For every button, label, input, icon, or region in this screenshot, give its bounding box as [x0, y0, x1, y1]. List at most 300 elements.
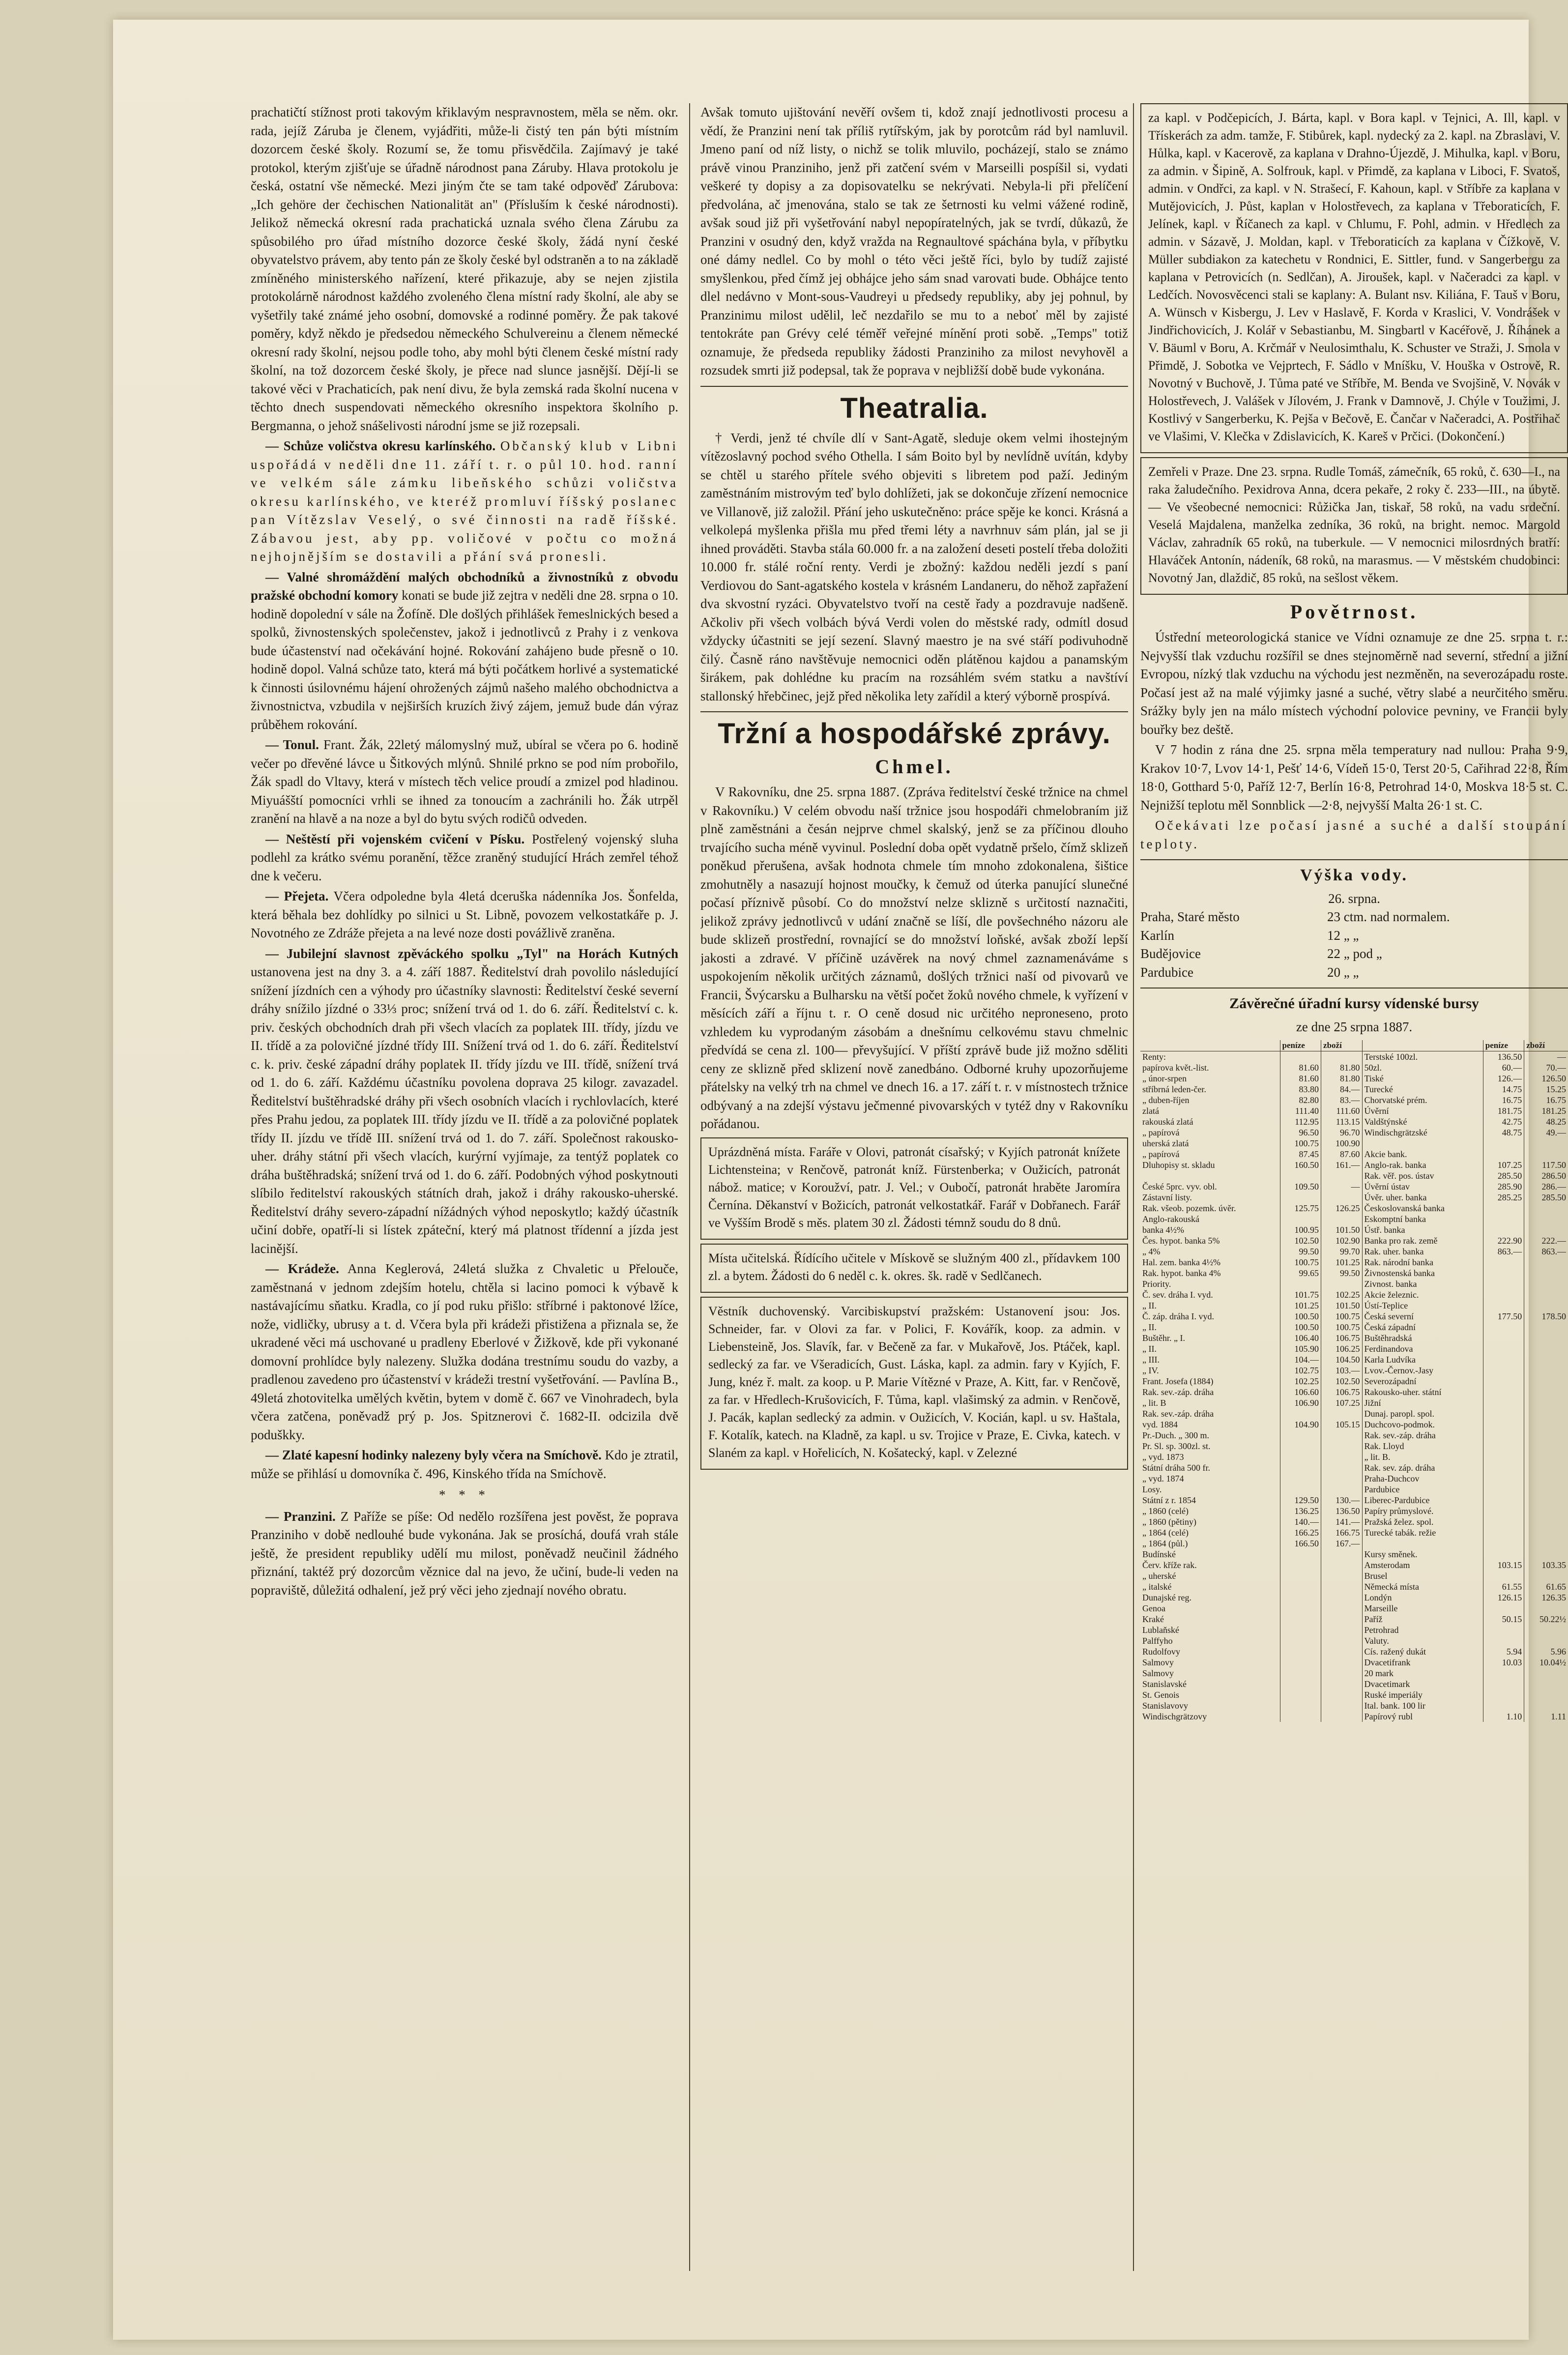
- table-row: [1140, 1689, 1568, 1700]
- table-cell: Ital. bank. 100 lir: [1362, 1700, 1483, 1711]
- table-cell: 100.50: [1280, 1322, 1321, 1333]
- table-cell: [1524, 1462, 1568, 1473]
- table-cell: Anglo-rak. banka: [1362, 1160, 1483, 1170]
- table-cell: Severozápadní: [1362, 1376, 1483, 1387]
- section-title-theatralia: Theatralia.: [840, 392, 988, 424]
- divider: [700, 386, 1128, 387]
- table-cell: [1321, 1452, 1363, 1462]
- table-cell: Anglo-rakouská: [1142, 1214, 1199, 1224]
- table-cell: 102.50: [1321, 1376, 1363, 1387]
- table-row: [1140, 1419, 1568, 1430]
- heading-prejeta: — Přejeta.: [265, 889, 329, 903]
- table-row: [1140, 1592, 1568, 1603]
- table-cell: 10.03: [1483, 1657, 1524, 1668]
- table-cell: [1483, 1679, 1524, 1689]
- table-cell: Terstské 100zl.: [1362, 1051, 1483, 1063]
- table-cell: [1280, 1679, 1321, 1689]
- table-cell: 81.80: [1321, 1062, 1363, 1073]
- heading-valne: — Valné shromáždění malých obchodníků a živnostníků z obvodu pražské obchodní komory: [251, 569, 678, 603]
- table-cell: [1280, 1279, 1321, 1289]
- table-cell: [1483, 1224, 1524, 1235]
- table-row: [1140, 1333, 1568, 1343]
- col-head-name-2: [1362, 1040, 1483, 1051]
- deaths-box: [1140, 457, 1568, 595]
- table-row: [1140, 1062, 1568, 1073]
- table-cell: [1280, 1430, 1321, 1441]
- table-cell: [1524, 1322, 1568, 1333]
- table-cell: [1483, 1516, 1524, 1527]
- table-cell: [1524, 1603, 1568, 1614]
- table-cell: 285.25: [1483, 1192, 1524, 1203]
- table-cell: [1280, 1603, 1321, 1614]
- table-cell: [1321, 1484, 1363, 1495]
- table-cell: Česká západní: [1362, 1322, 1483, 1333]
- table-cell: [1321, 1657, 1363, 1668]
- table-cell: 222.—: [1524, 1235, 1568, 1246]
- table-cell: „ únor-srpen: [1142, 1074, 1187, 1083]
- table-cell: [1524, 1397, 1568, 1408]
- table-row: [1140, 1343, 1568, 1354]
- table-cell: 126.25: [1321, 1203, 1363, 1214]
- vacancies-text: Uprázdněná místa. Faráře v Olovi, patronát císařský; v Kyjích patronát knížete Lichtensteina; v Renčově, patronát kníž. Fürstenberka; v Oužicích, patronát nábož. matice; v Koroužví, patr. J. Vel.; v Oubočí, patronát hraběte Jaromíra Černína. Děkanství v Božicích, patronát velkostatkář. Farář v Dobřanech. Farář ve Vyšším Brodě s měs. platem 30 zl. Žádosti témnž soudu do 8 dnů.: [708, 1144, 1120, 1230]
- clergy-news-text: Věstník duchovenský. Varcibiskupství pražském: Ustanovení jsou: Jos. Schneider, far. v Olovi za far. v Polici, F. Kovářík, koop. za admin. v Liebensteině, Jos. Slavík, far. v Bečeně za far. v Mukařově, Jos. Ptáček, kapl. sedlecký za far. ve Všeradicích, Gust. Láska, kapl. za admin. fary v Kyjích, F. Jung, knéz ř. malt. za koop. u P. Marie Vítězné v Praze, A. Kitt, far. v Renčově, za far. v Hředlech-Krušovicích, F. Tůma, kapl. vlašimský za admin. v Renčově, J. Pacák, kaplan sedlecký za admin. v Oužicích, V. Kocián, kapl. u sv. Haštala, F. Kotalík, katech. na Kladně, za kapl. u sv. Trojice v Praze, E. Civka, katech. v Slaném za kapl. v Hořelicích, N. Košatecký, kapl. v Zelezné: [708, 1304, 1120, 1460]
- heading-tonul: — Tonul.: [265, 737, 319, 752]
- table-cell: 1.11: [1524, 1711, 1568, 1722]
- table-cell: [1321, 1614, 1363, 1625]
- table-cell: [1321, 1592, 1363, 1603]
- table-cell: [1321, 1549, 1363, 1560]
- table-cell: [1280, 1592, 1321, 1603]
- table-cell: [1524, 1549, 1568, 1560]
- table-cell: [1524, 1268, 1568, 1279]
- table-cell: 100.75: [1321, 1322, 1363, 1333]
- table-row: [1140, 1581, 1568, 1592]
- table-cell: 105.90: [1280, 1343, 1321, 1354]
- table-cell: Dvacetifrank: [1362, 1657, 1483, 1668]
- table-cell: [1524, 1625, 1568, 1635]
- table-cell: [1524, 1679, 1568, 1689]
- table-cell: [1483, 1506, 1524, 1516]
- weather-text-1: Ústřední meteorologická stanice ve Vídni oznamuje ze dne 25. srpna t. r.: Nejvyšší tlak vzduchu rozšířil se dnes stejnoměrně nad severní, střední a jižní Evropou, nízký tlak vzduchu na východu jest nezměněn, na severozápadu roste. Počasí jest až na malé výjimky jasné a suché, větry slabé a neurčitého směru. Srážky byly jen na málo místech východní polovice pevniny, ve Francii byly bouřky bez deště.: [1140, 630, 1568, 737]
- table-cell: Rak. hypot. banka 4%: [1142, 1268, 1221, 1278]
- table-cell: 48.25: [1524, 1116, 1568, 1127]
- table-row: [1140, 1149, 1568, 1160]
- table-cell: Živnostenská banka: [1362, 1268, 1483, 1279]
- table-cell: „ II.: [1142, 1344, 1157, 1354]
- table-cell: 107.25: [1321, 1397, 1363, 1408]
- table-row: [1140, 1484, 1568, 1495]
- table-cell: [1524, 1279, 1568, 1289]
- table-cell: [1483, 1700, 1524, 1711]
- table-cell: [1321, 1279, 1363, 1289]
- table-cell: 84.—: [1321, 1084, 1363, 1095]
- table-row: [1140, 1441, 1568, 1452]
- table-cell: „ duben-říjen: [1142, 1095, 1190, 1105]
- table-row: [1140, 1181, 1568, 1192]
- column-rule-1: [689, 103, 690, 2271]
- table-cell: 102.50: [1280, 1235, 1321, 1246]
- table-cell: [1280, 1484, 1321, 1495]
- table-cell: „ papírová: [1142, 1128, 1180, 1137]
- table-cell: [1483, 1452, 1524, 1462]
- heading-schuze: — Schůze voličstva okresu karlínského.: [265, 438, 496, 453]
- table-row: [1140, 1160, 1568, 1170]
- table-cell: 16.75: [1524, 1095, 1568, 1105]
- table-cell: 102.75: [1280, 1365, 1321, 1376]
- table-cell: Turecké tabák. režie: [1362, 1527, 1483, 1538]
- table-cell: „ III.: [1142, 1355, 1160, 1365]
- table-row: [1140, 1354, 1568, 1365]
- table-cell: 48.75: [1483, 1127, 1524, 1138]
- table-row: [1140, 1127, 1568, 1138]
- table-cell: 87.60: [1321, 1149, 1363, 1160]
- table-cell: [1524, 1138, 1568, 1149]
- table-cell: 100.90: [1321, 1138, 1363, 1149]
- table-cell: 103.—: [1321, 1365, 1363, 1376]
- table-cell: Losy.: [1142, 1484, 1162, 1494]
- table-row: [1140, 1711, 1568, 1722]
- water-date: 26. srpna.: [1328, 891, 1380, 906]
- table-cell: [1524, 1257, 1568, 1268]
- table-cell: [1321, 1430, 1363, 1441]
- section-title-weather: Povětrnost.: [1290, 601, 1419, 623]
- table-cell: [1524, 1376, 1568, 1387]
- water-value: 20 „ „: [1327, 964, 1359, 980]
- table-cell: „ lit. B.: [1362, 1452, 1483, 1462]
- table-cell: [1280, 1452, 1321, 1462]
- article-hops: V Rakovníku, dne 25. srpna 1887. (Zpráva ředitelství české tržnice na chmel v Rakovníku.) V celém obvodu naší tržnice jsou hospodáři chmelobraním již plně zaměstnáni a česán nejprve chmel skalský, jenž se za příčinou dlouho trvajícího sucha méně vyvinul. Poslední doba opět vydatně pršelo, čímž sklizeň poněkud přerušena, avšak hodnota chmele tím mnoho zdokonalena, šištice zmohutněly a nasazují hojnost moučky, k čemuž od úterka panující slunečné počasí příznivě působí. Co do množství nelze sklizně s určitostí naznačiti, jelikož zprávy jednotlivců v udání značně se líší, dle povšechného názoru ale bude sklizeň prostřední, rovnající se do množství loňské, avšak zboží lepší jakosti a zdravé. V příčině uzávěrek na nový chmel zaznamenáváme s uspokojením několik určitých záznamů, došlých tržnici naší od pivovarů ve Francii, Švýcarsku a Bulharsku na větší počet žoků nového chmele, k vyřízení v měsících září a říjnu t. r. O ceně dosud nic určitého neproneseno, proto vzhledem ku vyprodaným zásobám a dnešnímu celkovému stavu chmelnic předvídá se cena zl. 100— převyšující. V příští zprávě bude již možno sděliti ceny ze sklizně před sklizení nově zanedbáno. Odborné kruhy upozorňujeme přátelsky na velký trh na chmel ve dnech 16. a 17. září t. r. v místnostech tržnice odbývaný a na zdejší výstavu ječmenné pivovarských v tytéž dny v Rakovníku pořádanou.: [700, 785, 1128, 1131]
- table-cell: Rak. sev.-záp. dráha: [1142, 1409, 1214, 1419]
- bourse-table: [1140, 1040, 1568, 1722]
- table-cell: [1524, 1149, 1568, 1160]
- table-cell: Rak. národní banka: [1362, 1257, 1483, 1268]
- table-cell: Valuty.: [1362, 1635, 1483, 1646]
- teacher-posts-text: Místa učitelská. Řídícího učitele v Mískově se služným 400 zl., přídavkem 100 zl. a bytem. Žádosti do 6 neděl c. k. okres. šk. radě v Sedlčanech.: [708, 1250, 1120, 1283]
- table-cell: Palffyho: [1142, 1636, 1173, 1646]
- table-row: [1140, 1560, 1568, 1570]
- table-cell: Čes. hypot. banka 5%: [1142, 1236, 1220, 1246]
- table-cell: 177.50: [1483, 1311, 1524, 1322]
- subsection-title-hops: Chmel.: [875, 756, 954, 778]
- table-cell: 141.—: [1321, 1516, 1363, 1527]
- table-cell: Úvěrní: [1362, 1105, 1483, 1116]
- table-row: [1140, 1300, 1568, 1311]
- table-cell: 136.25: [1280, 1506, 1321, 1516]
- table-cell: 863.—: [1483, 1246, 1524, 1257]
- table-row: [1140, 1138, 1568, 1149]
- table-cell: [1483, 1333, 1524, 1343]
- table-cell: [1280, 1570, 1321, 1581]
- table-cell: [1483, 1322, 1524, 1333]
- table-cell: Priority.: [1142, 1279, 1171, 1289]
- table-cell: „ II.: [1142, 1322, 1157, 1332]
- table-cell: „ 1864 (celé): [1142, 1528, 1189, 1538]
- section-title-water: Výška vody.: [1300, 866, 1408, 884]
- article-nestesti: Postřelený vojenský sluha podlehl za krátko svému poranění, těžce zraněný studující Hrách zemřel téhož dne k večeru.: [251, 831, 678, 883]
- table-cell: Zivnost. banka: [1362, 1279, 1483, 1289]
- table-cell: [1524, 1203, 1568, 1214]
- table-row: [1140, 1051, 1568, 1063]
- table-cell: [1483, 1408, 1524, 1419]
- table-cell: 130.—: [1321, 1495, 1363, 1506]
- table-row: [1140, 1408, 1568, 1419]
- table-cell: Jižní: [1362, 1397, 1483, 1408]
- table-cell: [1483, 1603, 1524, 1614]
- table-cell: Dvacetimark: [1362, 1679, 1483, 1689]
- table-cell: [1321, 1711, 1363, 1722]
- column-3: [1140, 103, 1568, 2271]
- table-cell: [1524, 1343, 1568, 1354]
- table-cell: 106.75: [1321, 1387, 1363, 1397]
- table-cell: [1483, 1538, 1524, 1549]
- table-cell: 20 mark: [1362, 1668, 1483, 1679]
- table-cell: „ 4%: [1142, 1247, 1161, 1256]
- table-cell: „ italské: [1142, 1582, 1172, 1592]
- table-cell: [1524, 1484, 1568, 1495]
- table-cell: Českoslovanská banka: [1362, 1203, 1483, 1214]
- table-cell: [1280, 1646, 1321, 1657]
- table-cell: 14.75: [1483, 1084, 1524, 1095]
- table-cell: Budínské: [1142, 1549, 1176, 1559]
- column-rule-2: [1133, 103, 1134, 2271]
- table-cell: 10.04½: [1524, 1657, 1568, 1668]
- table-cell: [1280, 1711, 1321, 1722]
- table-cell: 50zl.: [1362, 1062, 1483, 1073]
- table-cell: [1483, 1268, 1524, 1279]
- table-cell: Kraké: [1142, 1614, 1164, 1624]
- table-cell: 100.50: [1280, 1311, 1321, 1322]
- table-row: [1140, 1452, 1568, 1462]
- article-prejeta: Včera odpoledne byla 4letá dceruška nádenníka Jos. Šonfelda, která běhala bez dohlídky po silnici u St. Libně, povozem velkostatkáře p. J. Novotného ze Zdráže přejeta a na levé noze dosti povážlivě zraněna.: [251, 889, 678, 940]
- table-cell: [1524, 1430, 1568, 1441]
- table-cell: [1280, 1051, 1321, 1063]
- table-cell: Státní dráha 500 fr.: [1142, 1463, 1210, 1473]
- table-cell: 107.25: [1483, 1160, 1524, 1170]
- weather-forecast: Očekávati lze počasí jasné a suché a další stoupání teploty.: [1140, 818, 1568, 851]
- table-cell: Č. sev. dráha I. vyd.: [1142, 1290, 1213, 1300]
- table-cell: [1483, 1570, 1524, 1581]
- table-cell: Pr. Sl. sp. 300zl. st.: [1142, 1441, 1211, 1451]
- table-cell: Turecké: [1362, 1084, 1483, 1095]
- table-cell: Lublaňské: [1142, 1625, 1179, 1635]
- table-cell: 167.—: [1321, 1538, 1363, 1549]
- table-cell: „ 1860 (celé): [1142, 1506, 1189, 1516]
- table-cell: 5.94: [1483, 1646, 1524, 1657]
- table-cell: [1321, 1441, 1363, 1452]
- table-cell: Duchcovo-podmok.: [1362, 1419, 1483, 1430]
- table-cell: [1524, 1473, 1568, 1484]
- table-cell: [1280, 1560, 1321, 1570]
- table-cell: vyd. 1884: [1142, 1420, 1178, 1429]
- table-cell: 103.15: [1483, 1560, 1524, 1570]
- table-cell: 50.22½: [1524, 1614, 1568, 1625]
- heading-pranzini: — Pranzini.: [265, 1509, 336, 1524]
- table-cell: 81.60: [1280, 1062, 1321, 1073]
- section-title-bourse: Závěrečné úřadní kursy vídenské bursy: [1229, 995, 1479, 1012]
- article-prachatice: prachatičtí stížnost proti takovým křiklavým nespravnostem, měla se něm. okr. rada, jejíž Záruba je členem, vyjádřiti, může-li čistý ten pán býti místním dozorcem české školy. Rozumí se, že tomu přisvědčila. Zajímavý je také protokol, kterým zjišťuje se úřadně národnost pana Záruby. Hlava protokolu je česká, ostatní vše německé. Mezi jiným čte se tam také odpověď Zárubova: „Ich gehöre der čechischen Nationalität an" (Přísluším k české národnosti). Jelikož německá okresní rada prachatická uznala svého člena Zárubu za spůsobilého pro úřad místního dozorce české školy, žádá nyní české obyvatelstvo právem, aby tento pán ze školy české byl odstraněn a to na základě zmíněného ministerského nařízení, které přikazuje, aby se nejen zjistila protokolárně národnost každého zvoleného člena místní rady školní, ale aby se vyšetřily také známé jeho osobní, domovské a rodinné poměry. Že pak takové poměry, když někdo je předsedou německého Schulvereinu a členem německé okresní rady školní, nejsou podle toho, aby mohl býti členem české místní rady školní, na tož dozorcem české školy, je přece nad slunce jasnější. Dějí-li se takové věci v Prachaticích, pak není divu, že byla zemská rada školní nucena v těchto dnech suspendovati německého okresního inspektora školního p. Bergmanna, o jehož snášelivosti národní jsme se již rozepsali.: [251, 105, 678, 433]
- table-cell: 222.90: [1483, 1235, 1524, 1246]
- table-cell: 140.—: [1280, 1516, 1321, 1527]
- table-cell: [1321, 1408, 1363, 1419]
- table-row: [1140, 1646, 1568, 1657]
- divider: [1140, 988, 1568, 989]
- table-row: [1140, 1679, 1568, 1689]
- table-cell: 100.95: [1280, 1224, 1321, 1235]
- table-cell: 111.60: [1321, 1105, 1363, 1116]
- table-cell: Ruské imperiály: [1362, 1689, 1483, 1700]
- table-cell: 101.50: [1321, 1300, 1363, 1311]
- table-cell: 1.10: [1483, 1711, 1524, 1722]
- table-cell: Ústí-Teplice: [1362, 1300, 1483, 1311]
- table-cell: [1321, 1689, 1363, 1700]
- table-cell: [1280, 1408, 1321, 1419]
- table-cell: Akcie bank.: [1362, 1149, 1483, 1160]
- table-cell: [1483, 1138, 1524, 1149]
- table-cell: [1280, 1192, 1321, 1203]
- table-cell: 117.50: [1524, 1160, 1568, 1170]
- table-cell: 106.75: [1321, 1333, 1363, 1343]
- table-cell: [1524, 1516, 1568, 1527]
- table-cell: 83.80: [1280, 1084, 1321, 1095]
- table-row: [1140, 1322, 1568, 1333]
- table-row: [1140, 1516, 1568, 1527]
- table-cell: 101.25: [1321, 1257, 1363, 1268]
- table-cell: 81.80: [1321, 1073, 1363, 1084]
- table-cell: Papírový rubl: [1362, 1711, 1483, 1722]
- table-cell: banka 4½%: [1142, 1225, 1184, 1235]
- table-cell: [1280, 1170, 1321, 1181]
- table-row: [1140, 1214, 1568, 1224]
- table-cell: 178.50: [1524, 1311, 1568, 1322]
- article-valne: konati se bude již zejtra v neděli dne 28. srpna o 10. hodině dopolední v sále na Žofíně. Dle došlých přihlášek řemeslnických besed a spolků, živnostenských společenstev, jakož i jednotlivců z Prahy i z venkova bude účastenství nad očekávání hojné. Rokování zahájeno bude přesně o 10. hodině dopol. Valná schůze tato, která má býti počátkem horlivé a systematické k činnosti úsilovnému hájení ohrožených zájmů našeho malého obchodnictva a živnostnictva, vzbudila v nejširších kruzích živý zájem, jemuž bude dán výraz průběhem rokování.: [251, 588, 678, 732]
- table-cell: 101.50: [1321, 1224, 1363, 1235]
- table-cell: 113.15: [1321, 1116, 1363, 1127]
- table-cell: [1280, 1214, 1321, 1224]
- table-cell: 181.25: [1524, 1105, 1568, 1116]
- table-cell: Rak. Lloyd: [1362, 1441, 1483, 1452]
- table-cell: 96.50: [1280, 1127, 1321, 1138]
- deaths-text: Zemřeli v Praze. Dne 23. srpna. Rudle Tomáš, zámečník, 65 roků, č. 630—I., na raka žaludečního. Pexidrova Anna, dcera pekaře, 2 roky č. 233—III., na úbytě. — Ve všeobecné nemocnici: Růžička Jan, tiskař, 58 roků, na vadu srdeční. Veselá Majdalena, manželka zedníka, 36 roků, na bright. nemoc. Margold Václav, zahradník 65 roků, na tuberkule. — V nemocnici milosrdných bratří: Hlaváček Antonín, nádeník, 68 roků, na marasmus. — V městském chudobinci: Novotný Jan, dlaždič, 85 roků, na sešlost věkem.: [1148, 465, 1560, 585]
- table-cell: 136.50: [1483, 1051, 1524, 1063]
- table-cell: [1483, 1214, 1524, 1224]
- table-cell: [1280, 1473, 1321, 1484]
- table-cell: 161.—: [1321, 1160, 1363, 1170]
- table-cell: [1524, 1506, 1568, 1516]
- table-cell: [1140, 1170, 1280, 1181]
- table-cell: Eskomptní banka: [1362, 1214, 1483, 1224]
- table-cell: 49.—: [1524, 1127, 1568, 1138]
- table-cell: 106.60: [1280, 1387, 1321, 1397]
- table-cell: 286.—: [1524, 1181, 1568, 1192]
- table-row: [1140, 1668, 1568, 1679]
- table-row: [1140, 1257, 1568, 1268]
- table-cell: [1483, 1462, 1524, 1473]
- article-jubilejni: ustanovena jest na dny 3. a 4. září 1887. Ředitelství drah povolilo následující snížení jízdních cen a výhody pro účastníky slavnosti: Ředitelství české severní dráhy snížilo jízdné o 33⅓ proc; snížení trvá od 1. do 6. září. Ředitelství c. k. priv. českých obchodních drah při všech vlacích za poplatek III. třídy, jízdu ve II. třídě a za polovičné jízdné třídy III. Snížení trvá od 1. do 6. září. Ředitelství c. k. priv. české západní dráhy poplatek II. třídy jízdu ve III. třídě, snížení trvá od 1. do 6. září. Každému účastníku povolena doprava 25 kilogr. zavazadel. Ředitelství buštěhradské dráhy při všech osobních vlacích i rychlovlacích, které přes Prahu jedou, za poplatek III. třídy jízdu ve II. třídě a za polovičné poplatek třídy II. jízdu ve třídě III. snížení trvá od 1. do 7. září. Společnost rakousko-uher. dráhy státní při všech vlacích, kurýrní vyjímaje, za tentýž poplatek co dráha buštěhradská; snížení trvá od 1. do 6. září. Podobných výhod poskytnouti slíbilo ředitelství rakouských státních drah, jakož i dráhy rakousko-uherské. Ředitelství dráhy severo-západní nížádných výhod neposkytlo; každý účastník učiní dobře, opatří-li si lístek zpáteční, který má platnost třídenní a jízda jest lacinější.: [251, 964, 678, 1256]
- table-cell: [1321, 1646, 1363, 1657]
- table-cell: [1483, 1419, 1524, 1430]
- table-cell: [1524, 1354, 1568, 1365]
- table-cell: [1483, 1343, 1524, 1354]
- table-cell: 125.75: [1280, 1203, 1321, 1214]
- table-cell: 101.75: [1280, 1289, 1321, 1300]
- separator-stars: * * *: [439, 1487, 490, 1502]
- table-row: [1140, 1700, 1568, 1711]
- table-cell: Pardubice: [1362, 1484, 1483, 1495]
- table-row: [1140, 1279, 1568, 1289]
- table-cell: [1524, 1495, 1568, 1506]
- table-cell: papírova květ.-list.: [1142, 1063, 1209, 1073]
- water-levels: [1140, 908, 1568, 982]
- table-cell: 100.75: [1280, 1138, 1321, 1149]
- table-cell: 112.95: [1280, 1116, 1321, 1127]
- table-row: [1140, 1549, 1568, 1560]
- table-cell: Zástavní listy.: [1142, 1192, 1192, 1202]
- table-cell: Petrohrad: [1362, 1625, 1483, 1635]
- table-cell: Dluhopisy st. skladu: [1142, 1160, 1215, 1170]
- table-row: [1140, 1084, 1568, 1095]
- table-row: [1140, 1246, 1568, 1257]
- table-row: [1140, 1635, 1568, 1646]
- table-cell: Renty:: [1142, 1052, 1166, 1062]
- table-cell: 285.50: [1483, 1170, 1524, 1181]
- table-cell: Londýn: [1362, 1592, 1483, 1603]
- table-cell: [1524, 1300, 1568, 1311]
- table-cell: České 5prc. vyv. obl.: [1142, 1182, 1217, 1192]
- table-cell: Rak. uher. banka: [1362, 1246, 1483, 1257]
- newspaper-page: [113, 20, 1568, 2340]
- table-cell: Akcie železnic.: [1362, 1289, 1483, 1300]
- heading-nestesti: — Neštěstí při vojenském cvičení v Písku.: [265, 831, 525, 846]
- table-cell: [1483, 1397, 1524, 1408]
- table-cell: 100.75: [1280, 1257, 1321, 1268]
- clergy-news-cont-box: [1140, 103, 1568, 453]
- col-head-name: [1140, 1040, 1280, 1051]
- table-cell: Dunaj. paropl. spol.: [1362, 1408, 1483, 1419]
- table-cell: —: [1524, 1051, 1568, 1063]
- table-cell: 104.50: [1321, 1354, 1363, 1365]
- table-cell: [1321, 1635, 1363, 1646]
- table-cell: Pražská želez. spol.: [1362, 1516, 1483, 1527]
- table-row: [1140, 1376, 1568, 1387]
- table-cell: stříbrná leden-čer.: [1142, 1084, 1206, 1094]
- table-cell: [1321, 1603, 1363, 1614]
- table-cell: [1483, 1289, 1524, 1300]
- table-cell: Státní z r. 1854: [1142, 1495, 1196, 1505]
- table-cell: [1280, 1614, 1321, 1625]
- article-kradeze: Anna Keglerová, 24letá služka z Chvaletic u Přelouče, zaměstnaná v jednom zdejším hotelu, chtěla si lacino pomoci k výbavě k nastávajícímu sňatku. Kradla, co jí pod ruku přišlo: stříbrné i paktonové lžíce, nože, vidličky, ubrusy a t. d. Včera byla při krádeži přistižena a přiznala se, že ukradené věci má uschované u pradleny Eberlové v Žižkově, kde při vykonané domovní prohlídce byly nalezeny. Služka dodána trestnímu soudu do vazby, a pradlenou zavedeno pro účastenství v krádeži trestní vyšetřování. — Pavlína B., 49letá zhotovitelka umělých květin, bytem v domě č. 667 ve Vinohradech, byla včera zatčena, poněvadž prý p. Jos. Spitznerovi č. 1682-II. odcizila dvě poduškky.: [251, 1261, 678, 1442]
- table-row: [1140, 1473, 1568, 1484]
- table-cell: Červ. kříže rak.: [1142, 1560, 1197, 1570]
- table-cell: 106.25: [1321, 1343, 1363, 1354]
- water-place: Budějovice: [1140, 946, 1201, 961]
- table-cell: 15.25: [1524, 1084, 1568, 1095]
- table-cell: Stanislavské: [1142, 1679, 1187, 1689]
- table-cell: 82.80: [1280, 1095, 1321, 1105]
- table-cell: [1524, 1635, 1568, 1646]
- table-cell: [1483, 1689, 1524, 1700]
- col-head-goods-2: zboží: [1524, 1040, 1568, 1051]
- table-cell: „ IV.: [1142, 1366, 1159, 1375]
- table-cell: 286.50: [1524, 1170, 1568, 1181]
- table-cell: 109.50: [1280, 1181, 1321, 1192]
- table-cell: 129.50: [1280, 1495, 1321, 1506]
- table-cell: 42.75: [1483, 1116, 1524, 1127]
- table-row: [1140, 1192, 1568, 1203]
- article-pranzini: Z Paříže se píše: Od nedělo rozšířena jest pověst, že poprava Pranziniho v době nedlouhé bude vykonána. Jak se prosíchá, doufá vrah stále ještě, že president republiky udělí mu milost, poněvadž neučinil žádného přiznání, taktéž prý dozorcům věznice dal na jevo, že učiní, bude-li veden na popraviště, důležitá odhalení, jež prý věci jeho zjednají nového obratu.: [251, 1509, 678, 1598]
- table-cell: [1321, 1192, 1363, 1203]
- table-cell: [1321, 1581, 1363, 1592]
- table-cell: 105.15: [1321, 1419, 1363, 1430]
